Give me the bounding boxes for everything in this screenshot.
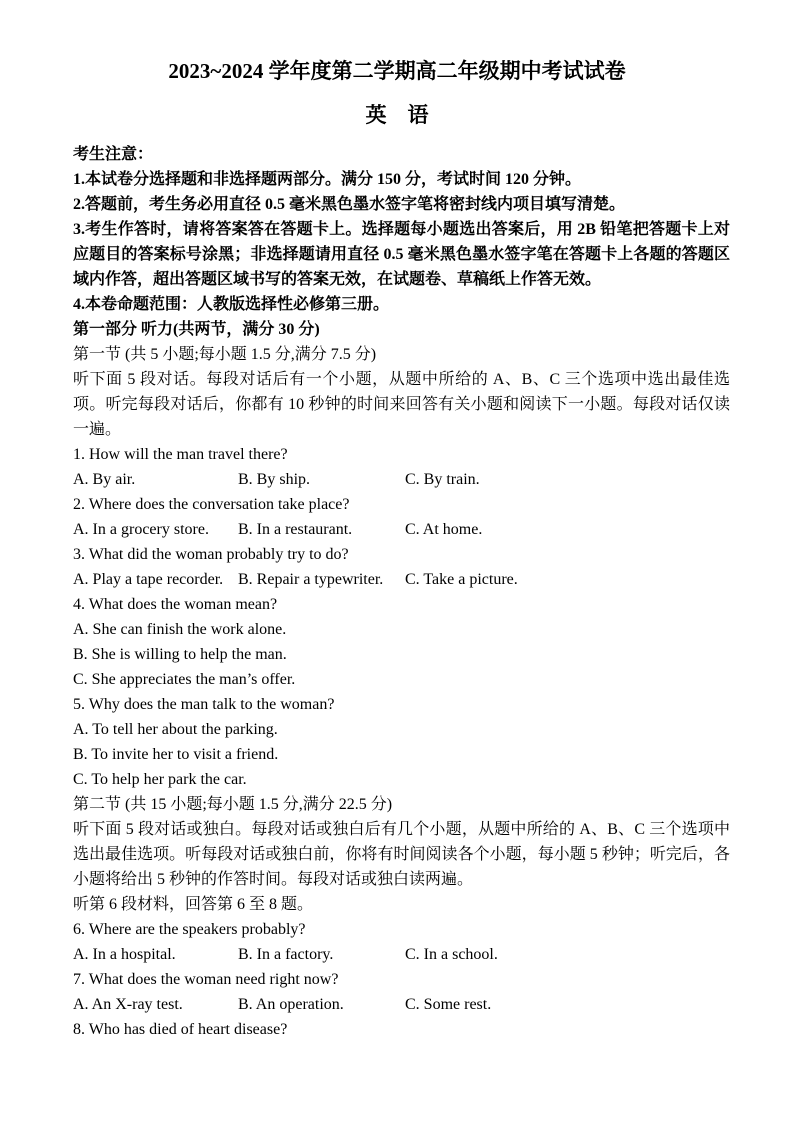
section2-heading: 第二节 (共 15 小题;每小题 1.5 分,满分 22.5 分) (73, 796, 393, 813)
question-3-option-a: A. Play a tape recorder. (73, 571, 224, 588)
page-title: 2023~2024 学年度第二学期高二年级期中考试试卷 (168, 59, 626, 83)
question-6-prompt: 6. Where are the speakers probably? (73, 921, 306, 938)
question-7-options (73, 992, 730, 1017)
question-7-option-b: B. An operation. (238, 996, 344, 1013)
part1-heading: 第一部分 听力(共两节，满分 30 分) (73, 321, 320, 338)
question-4-prompt: 4. What does the woman mean? (73, 596, 278, 613)
question-1-options (73, 467, 730, 492)
question-1-option-b: B. By ship. (238, 471, 311, 488)
question-5-option-c: C. To help her park the car. (73, 771, 247, 788)
question-4-option-a: A. She can finish the work alone. (73, 621, 287, 638)
part1-listening-section (73, 317, 730, 1042)
question-3-option-b: B. Repair a typewriter. (238, 571, 384, 588)
question-8-prompt: 8. Who has died of heart disease? (73, 1021, 288, 1038)
question-2-option-b: B. In a restaurant. (238, 521, 353, 538)
question-7-prompt: 7. What does the woman need right now? (73, 971, 339, 988)
question-3-prompt: 3. What did the woman probably try to do? (73, 546, 349, 563)
section2-material-note: 听第 6 段材料，回答第 6 至 8 题。 (73, 896, 314, 913)
subject-title: 英 语 (365, 103, 429, 127)
notice-item-2: 2.答题前，考生务必用直径 0.5 毫米黑色墨水签字笔将密封线内项目填写清楚。 (73, 196, 626, 213)
notice-item-3: 3.考生作答时，请将答案答在答题卡上。选择题每小题选出答案后，用 2B 铅笔把答题卡上对应题目的答案标号涂黑；非选择题请用直径 0.5 毫米黑色墨水签字笔在答题卡上各题的答题区域内作答，超出答题区域书写的答案无效，在试题卷、草稿纸上作答无效。 (73, 221, 730, 288)
question-7-option-a: A. An X-ray test. (73, 996, 183, 1013)
question-4-option-c: C. She appreciates the man’s offer. (73, 671, 296, 688)
section1-heading: 第一节 (共 5 小题;每小题 1.5 分,满分 7.5 分) (73, 346, 377, 363)
question-2-options (73, 517, 730, 542)
question-1-prompt: 1. How will the man travel there? (73, 446, 288, 463)
question-6-option-a: A. In a hospital. (73, 946, 176, 963)
question-5-option-b: B. To invite her to visit a friend. (73, 746, 279, 763)
question-1-option-a: A. By air. (73, 471, 136, 488)
question-5-prompt: 5. Why does the man talk to the woman? (73, 696, 335, 713)
question-3-option-c: C. Take a picture. (405, 571, 518, 588)
notice-heading: 考生注意： (73, 146, 154, 163)
notice-item-4: 4.本卷命题范围：人教版选择性必修第三册。 (73, 296, 390, 313)
question-1-option-c: C. By train. (405, 471, 480, 488)
question-6-option-c: C. In a school. (405, 946, 498, 963)
question-6-options (73, 942, 730, 967)
question-3-options (73, 567, 730, 592)
question-2-option-a: A. In a grocery store. (73, 521, 209, 538)
notice-section (73, 142, 730, 317)
question-4-option-b: B. She is willing to help the man. (73, 646, 287, 663)
question-7-option-c: C. Some rest. (405, 996, 492, 1013)
question-6-option-b: B. In a factory. (238, 946, 334, 963)
question-2-option-c: C. At home. (405, 521, 483, 538)
notice-item-1: 1.本试卷分选择题和非选择题两部分。满分 150 分，考试时间 120 分钟。 (73, 171, 582, 188)
question-2-prompt: 2. Where does the conversation take place? (73, 496, 350, 513)
section1-instructions: 听下面 5 段对话。每段对话后有一个小题，从题中所给的 A、B、C 三个选项中选出最佳选项。听完每段对话后，你都有 10 秒钟的时间来回答有关小题和阅读下一小题。每段对话仅读一遍。 (73, 371, 730, 438)
question-5-option-a: A. To tell her about the parking. (73, 721, 278, 738)
section2-instructions: 听下面 5 段对话或独白。每段对话或独白后有几个小题，从题中所给的 A、B、C 三个选项中选出最佳选项。听每段对话或独白前，你将有时间阅读各个小题，每小题 5 秒钟；听完后，各小题将给出 5 秒钟的作答时间。每段对话或独白读两遍。 (73, 821, 730, 888)
